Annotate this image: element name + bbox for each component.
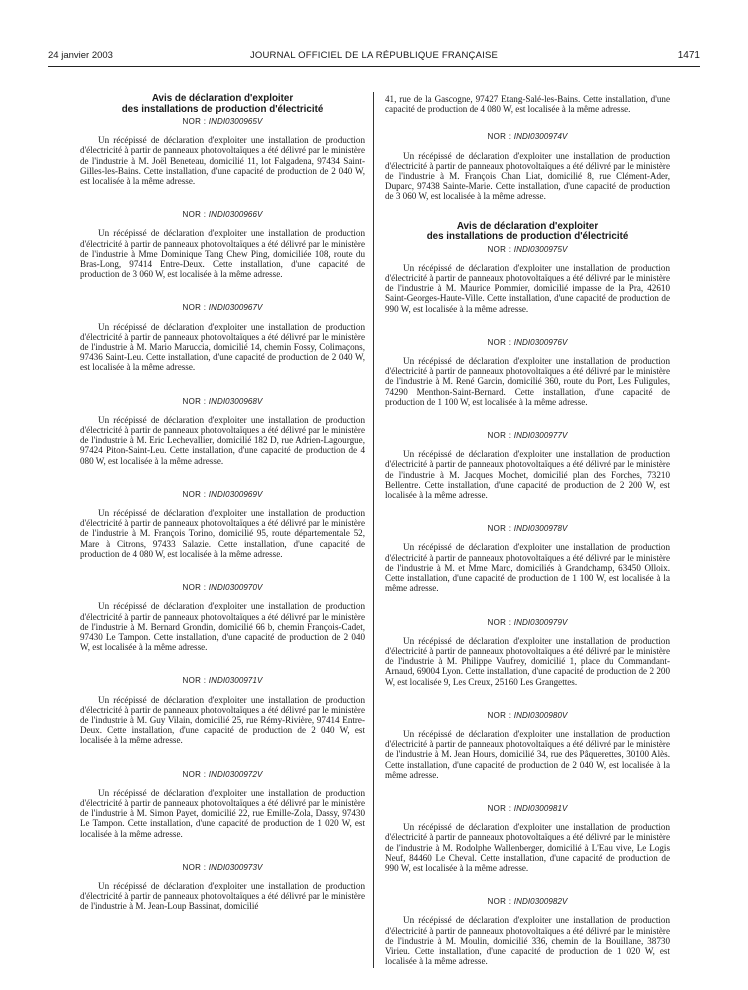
nor-label: NOR : xyxy=(182,676,207,686)
nor-code: INDI0300966V xyxy=(208,210,263,220)
nor-code: INDI0300974V xyxy=(513,132,568,142)
notice xyxy=(80,490,365,559)
notice-text: Un récépissé de déclaration d'exploiter une installation de production d'électricité à partir de panneaux photovoltaïques a été délivré par le ministère de l'industrie à M. Moulin, domicilié 336, chemin de la Bouillane, 38730 Virieu. Cette installation, d'une capacité de production de 1 020 W, est localisée à la même adresse. xyxy=(385,915,670,967)
nor-reference xyxy=(80,210,365,220)
notice-text: Un récépissé de déclaration d'exploiter une installation de production d'électricité à partir de panneaux photovoltaïques a été délivré par le ministère de l'industrie à M. Guy Vilain, domicilié 25, rue Rémy-Rivière, 97414 Entre-Deux. Cette installation, d'une capacité de production de 2 040 W, est localisée à la même adresse. xyxy=(80,694,365,746)
nor-label: NOR : xyxy=(182,303,207,313)
header-date: 24 janvier 2003 xyxy=(48,50,113,61)
nor-reference xyxy=(385,804,670,814)
notice-text: Un récépissé de déclaration d'exploiter une installation de production d'électricité à partir de panneaux photovoltaïques a été délivré par le ministère de l'industrie à M. René Garcin, domicilié 360, route du Port, Les Fuligules, 74290 Menthon-Saint-Bernard. Cette installation, d'une capacité de production de 1 100 W, est localisée à la même adresse. xyxy=(385,356,670,407)
notice xyxy=(385,804,670,873)
notice xyxy=(80,397,365,466)
notice xyxy=(385,132,670,201)
notice-text: Un récépissé de déclaration d'exploiter une installation de production d'électricité à partir de panneaux photovoltaïques a été délivré par le ministère de l'industrie à M. François Torino, domicilié 95, route départementale 52, Mare à Citrons, 97433 Salazie. Cette installation, d'une capacité de production de 4 080 W, est localisée à la même adresse. xyxy=(80,508,365,559)
nor-reference xyxy=(385,711,670,721)
notice-text: Un récépissé de déclaration d'exploiter une installation de production d'électricité à partir de panneaux photovoltaïques a été délivré par le ministère de l'industrie à M. Eric Lechevallier, domicilié 182 D, rue Adrien-Lagourgue, 97424 Piton-Saint-Leu. Cette installation, d'une capacité de production de 4 080 W, est localisée à la même adresse. xyxy=(80,414,365,466)
nor-reference xyxy=(80,676,365,686)
notice xyxy=(80,210,365,279)
nor-reference xyxy=(385,245,670,255)
notice-text: Un récépissé de déclaration d'exploiter une installation de production d'électricité à partir de panneaux photovoltaïques a été délivré par le ministère de l'industrie à M. et Mme Marc, domiciliés à Grandchamp, 63450 Olloix. Cette installation, d'une capacité de production de 1 100 W, est localisée à la même adresse. xyxy=(385,542,670,594)
notice xyxy=(385,897,670,966)
notice-text: Un récépissé de déclaration d'exploiter une installation de production d'électricité à partir de panneaux photovoltaïques a été délivré par le ministère de l'industrie à M. François Chan Liat, domicilié 8, rue Clément-Ader, Duparc, 97438 Sainte-Marie. Cette installation, d'une capacité de production de 3 060 W, est localisée à la même adresse. xyxy=(385,150,670,202)
notice-text: Un récépissé de déclaration d'exploiter une installation de production d'électricité à partir de panneaux photovoltaïques a été délivré par le ministère de l'industrie à M. Rodolphe Wallenberger, domicilié à L'Eau vive, Le Logis Neuf, 84460 Le Cheval. Cette installation, d'une capacité de production de 990 W, est localisée à la même adresse. xyxy=(385,822,670,873)
section-title-line-2: des installations de production d'électricité xyxy=(121,103,324,115)
nor-reference xyxy=(80,770,365,780)
nor-label: NOR : xyxy=(487,132,512,142)
nor-code: INDI0300971V xyxy=(208,676,263,686)
section-title xyxy=(385,222,670,243)
nor-label: NOR : xyxy=(487,431,512,441)
left-column xyxy=(80,94,365,918)
section-title xyxy=(80,94,365,115)
nor-label: NOR : xyxy=(487,897,512,907)
nor-code: INDI0300977V xyxy=(513,431,568,441)
nor-reference xyxy=(80,117,365,127)
column-divider xyxy=(373,92,374,968)
nor-reference xyxy=(385,431,670,441)
nor-code: INDI0300975V xyxy=(513,244,568,254)
notice xyxy=(385,245,670,314)
header-rule xyxy=(48,66,700,67)
notice-text: Un récépissé de déclaration d'exploiter une installation de production d'électricité à partir de panneaux photovoltaïques a été délivré par le ministère de l'industrie à M. Maurice Pommier, domicilié impasse de la Pra, 42610 Saint-Georges-Haute-Ville. Cette installation, d'une capacité de production de 990 W, est localisée à la même adresse. xyxy=(385,262,670,314)
nor-label: NOR : xyxy=(182,396,207,406)
nor-reference xyxy=(80,303,365,313)
notice-text: Un récépissé de déclaration d'exploiter une installation de production d'électricité à partir de panneaux photovoltaïques a été délivré par le ministère de l'industrie à M. Jean Hours, domicilié 34, rue des Pâquerettes, 30100 Alès. Cette installation, d'une capacité de production de 2 040 W, est localisée à la même adresse. xyxy=(385,728,670,780)
nor-code: INDI0300970V xyxy=(208,583,263,593)
nor-code: INDI0300967V xyxy=(208,303,263,313)
section-title-line-2: des installations de production d'électricité xyxy=(426,231,629,243)
notice-text: Un récépissé de déclaration d'exploiter une installation de production d'électricité à partir de panneaux photovoltaïques a été délivré par le ministère de l'industrie à M. Philippe Vaufrey, domicilié 1, place du Commandant-Arnaud, 69004 Lyon. Cette installation, d'une capacité de production de 2 200 W, est localisée 9, Les Creux, 25160 Les Grangettes. xyxy=(385,635,670,687)
notice xyxy=(385,618,670,687)
nor-code: INDI0300981V xyxy=(513,803,568,813)
notice xyxy=(385,338,670,407)
notice-text: Un récépissé de déclaration d'exploiter une installation de production d'électricité à partir de panneaux photovoltaïques a été délivré par le ministère de l'industrie à M. Joël Beneteau, domicilié 11, lot Falgadena, 97434 Saint-Gilles-les-Bains. Cette installation, d'une capacité de production de 2 040 W, est localisée à la même adresse. xyxy=(80,135,365,187)
nor-reference xyxy=(385,618,670,628)
nor-label: NOR : xyxy=(487,710,512,720)
nor-reference xyxy=(385,897,670,907)
nor-label: NOR : xyxy=(487,617,512,627)
notice-text: Un récépissé de déclaration d'exploiter une installation de production d'électricité à partir de panneaux photovoltaïques a été délivré par le ministère de l'industrie à M. Simon Payet, domicilié 22, rue Emille-Zola, Dassy, 97430 Le Tampon. Cette installation, d'une capacité de production de 1 020 W, est localisée à la même adresse. xyxy=(80,787,365,839)
nor-code: INDI0300973V xyxy=(208,862,263,872)
page-header xyxy=(48,50,700,64)
section-title-line-1: Avis de déclaration d'exploiter xyxy=(151,93,294,104)
nor-label: NOR : xyxy=(487,803,512,813)
section-title-line-1: Avis de déclaration d'exploiter xyxy=(456,220,599,232)
notice-continuation: 41, rue de la Gascogne, 97427 Etang-Salé-les-Bains. Cette installation, d'une capacité de production de 4 080 W, est localisée à la même adresse. xyxy=(385,94,670,115)
nor-label: NOR : xyxy=(182,117,207,126)
nor-code: INDI0300972V xyxy=(208,769,263,779)
notice-text: Un récépissé de déclaration d'exploiter une installation de production d'électricité à partir de panneaux photovoltaïques a été délivré par le ministère de l'industrie à M. Jacques Mochet, domicilié plan des Forches, 73210 Bellentre. Cette installation, d'une capacité de production de 2 200 W, est localisée à la même adresse. xyxy=(385,449,670,501)
nor-label: NOR : xyxy=(182,583,207,593)
nor-label: NOR : xyxy=(487,244,512,254)
nor-reference xyxy=(385,338,670,348)
notice-text: Un récépissé de déclaration d'exploiter une installation de production d'électricité à partir de panneaux photovoltaïques a été délivré par le ministère de l'industrie à Mme Dominique Tang Chew Ping, domiciliée 108, route du Bras-Long, 97414 Entre-Deux. Cette installation, d'une capacité de production de 3 060 W, est localisée à la même adresse. xyxy=(80,228,365,280)
nor-code: INDI0300965V xyxy=(208,117,263,126)
notice-text: Un récépissé de déclaration d'exploiter une installation de production d'électricité à partir de panneaux photovoltaïques a été délivré par le ministère de l'industrie à M. Bernard Grondin, domicilié 66 b, chemin François-Cadet, 97430 Le Tampon. Cette installation, d'une capacité de production de 2 040 W, est localisée à la même adresse. xyxy=(80,601,365,653)
nor-code: INDI0300976V xyxy=(513,337,568,347)
nor-code: INDI0300969V xyxy=(208,489,263,499)
notice xyxy=(80,303,365,372)
nor-reference xyxy=(80,490,365,500)
nor-code: INDI0300982V xyxy=(513,897,568,907)
header-title: JOURNAL OFFICIEL DE LA RÉPUBLIQUE FRANÇAISE xyxy=(249,50,499,61)
notice xyxy=(385,524,670,593)
notice xyxy=(80,117,365,186)
nor-code: INDI0300980V xyxy=(513,710,568,720)
nor-reference xyxy=(80,863,365,873)
right-column xyxy=(385,94,670,972)
nor-label: NOR : xyxy=(182,210,207,220)
nor-reference xyxy=(385,132,670,142)
notice xyxy=(80,863,365,912)
nor-label: NOR : xyxy=(182,862,207,872)
header-page-number: 1471 xyxy=(677,50,700,61)
notice xyxy=(385,431,670,500)
notice xyxy=(80,676,365,745)
notice xyxy=(385,711,670,780)
nor-code: INDI0300968V xyxy=(208,396,263,406)
notice-text: Un récépissé de déclaration d'exploiter une installation de production d'électricité à partir de panneaux photovoltaïques a été délivré par le ministère de l'industrie à M. Mario Maruccia, domicilié 14, chemin Fossy, Colimaçons, 97436 Saint-Leu. Cette installation, d'une capacité de production de 2 040 W, est localisée à la même adresse. xyxy=(80,321,365,373)
nor-reference xyxy=(80,583,365,593)
nor-label: NOR : xyxy=(487,524,512,534)
nor-reference xyxy=(80,397,365,407)
nor-label: NOR : xyxy=(182,489,207,499)
nor-label: NOR : xyxy=(182,769,207,779)
notice xyxy=(80,770,365,839)
nor-label: NOR : xyxy=(487,337,512,347)
nor-reference xyxy=(385,524,670,534)
nor-code: INDI0300978V xyxy=(513,524,568,534)
notice xyxy=(80,583,365,652)
nor-code: INDI0300979V xyxy=(513,617,568,627)
notice-text: Un récépissé de déclaration d'exploiter une installation de production d'électricité à partir de panneaux photovoltaïques a été délivré par le ministère de l'industrie à M. Jean-Loup Bassinat, domicilié xyxy=(80,880,365,912)
